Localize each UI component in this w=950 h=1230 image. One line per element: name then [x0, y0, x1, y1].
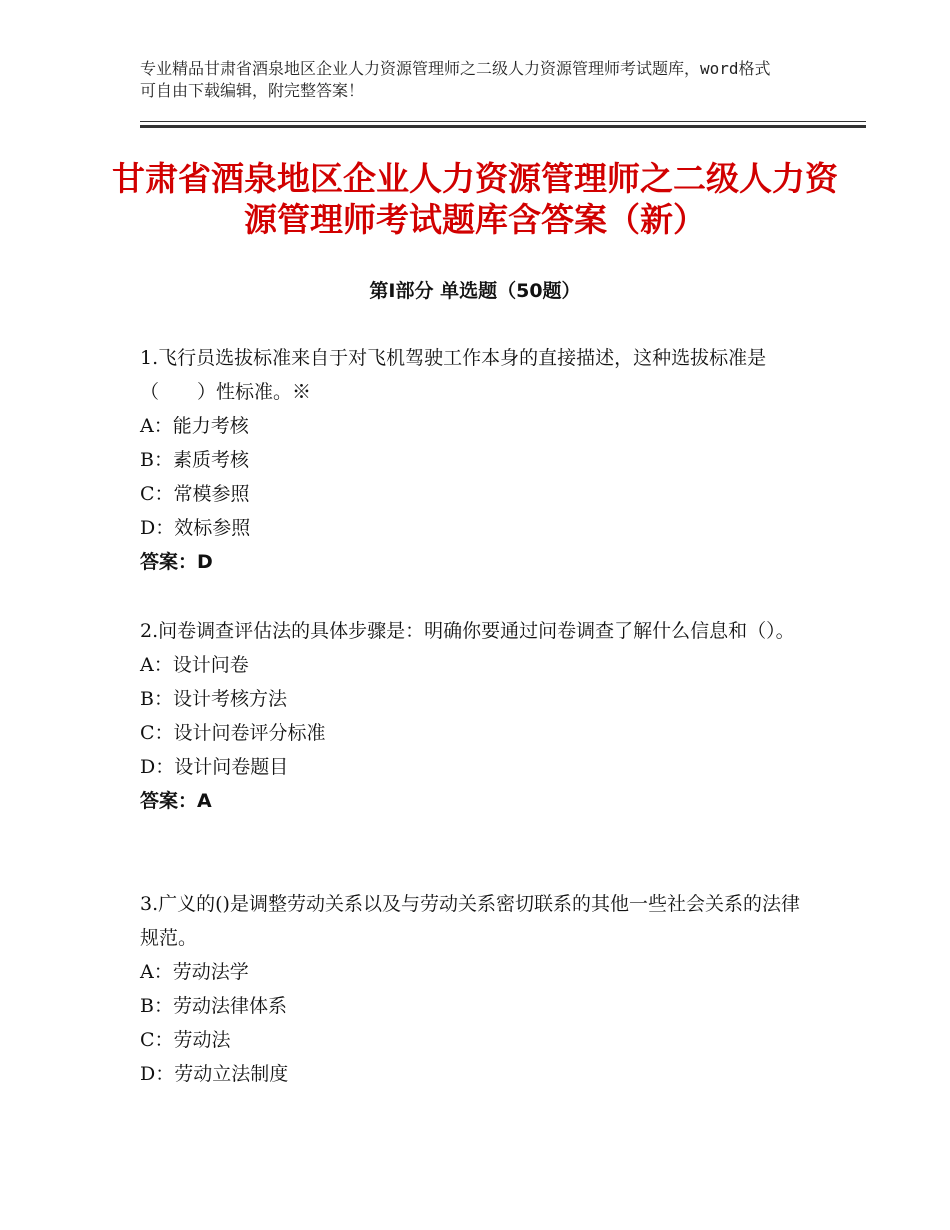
section-heading: 第Ⅰ部分 单选题（50题）	[369, 280, 581, 302]
option-a: A：能力考核	[140, 415, 249, 437]
header-rule-thick	[140, 125, 866, 128]
question-stem: 1.飞行员选拔标准来自于对飞机驾驶工作本身的直接描述，这种选拔标准是（ ）性标准。※	[140, 347, 767, 403]
question-stem: 3.广义的()是调整劳动关系以及与劳动关系密切联系的其他一些社会关系的法律规范。	[140, 893, 800, 949]
option-a: A：劳动法学	[140, 961, 249, 983]
header-note: 专业精品甘肃省酒泉地区企业人力资源管理师之二级人力资源管理师考试题库，word格式可自由下载编辑，附完整答案！	[140, 59, 771, 100]
question-3	[140, 887, 810, 1091]
option-d: D：设计问卷题目	[140, 756, 289, 778]
option-b: B：设计考核方法	[140, 688, 287, 710]
option-b: B：劳动法律体系	[140, 995, 287, 1017]
document-title: 甘肃省酒泉地区企业人力资源管理师之二级人力资源管理师考试题库含答案（新）	[112, 159, 838, 239]
option-c: C：设计问卷评分标准	[140, 722, 326, 744]
option-c: C：劳动法	[140, 1029, 231, 1051]
question-1	[140, 341, 810, 579]
option-d: D：效标参照	[140, 517, 251, 539]
question-2	[140, 614, 810, 818]
option-a: A：设计问卷	[140, 654, 249, 676]
question-stem: 2.问卷调查评估法的具体步骤是：明确你要通过问卷调查了解什么信息和（）。	[140, 620, 795, 642]
answer-line: 答案：A	[140, 790, 212, 812]
header-rule-thin	[140, 121, 866, 122]
option-b: B：素质考核	[140, 449, 249, 471]
answer-line: 答案：D	[140, 551, 213, 573]
option-d: D：劳动立法制度	[140, 1063, 289, 1085]
option-c: C：常模参照	[140, 483, 250, 505]
